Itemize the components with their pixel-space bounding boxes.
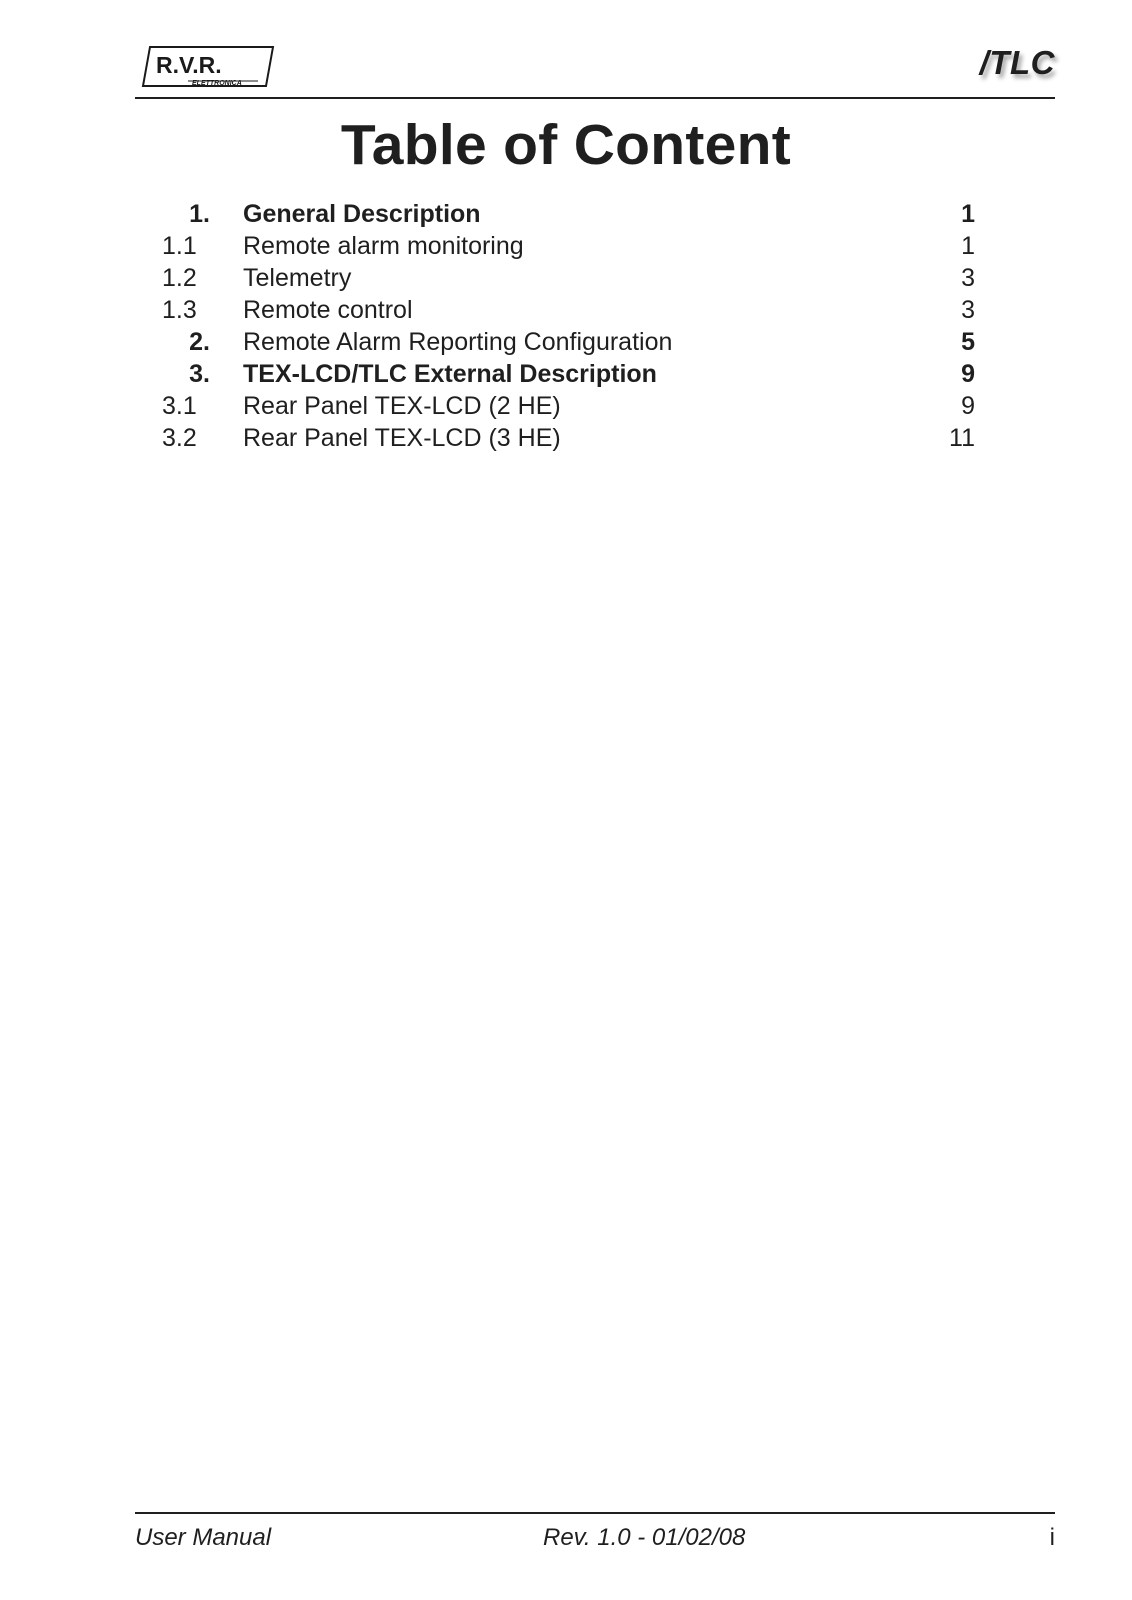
toc-entry[interactable]: [150, 422, 1000, 454]
toc-entry-page: 3: [961, 264, 975, 292]
toc-entry[interactable]: [150, 390, 1000, 422]
table-of-contents: [150, 198, 1000, 454]
toc-entry[interactable]: [150, 230, 1000, 262]
toc-entry-label: Remote Alarm Reporting Configuration: [243, 328, 673, 356]
toc-entry[interactable]: [150, 198, 1000, 230]
toc-entry[interactable]: [150, 262, 1000, 294]
page-footer: [135, 1524, 1055, 1556]
header-divider: [135, 97, 1055, 99]
toc-entry-page: 3: [961, 296, 975, 324]
toc-entry-number: 2.: [189, 328, 210, 356]
toc-entry-label: Telemetry: [243, 264, 352, 292]
page-title: Table of Content: [340, 113, 792, 177]
toc-entry[interactable]: [150, 358, 1000, 390]
toc-entry-number: 1.3: [162, 296, 197, 324]
toc-entry-label: Remote alarm monitoring: [243, 232, 524, 260]
toc-entry-page: 11: [949, 424, 975, 452]
toc-entry-label: Rear Panel TEX-LCD (3 HE): [243, 424, 561, 452]
toc-entry-number: 3.: [189, 360, 210, 388]
toc-entry-page: 1: [961, 200, 975, 228]
footer-page-number: i: [1049, 1524, 1055, 1551]
toc-entry-number: 1.2: [162, 264, 197, 292]
toc-entry[interactable]: [150, 294, 1000, 326]
toc-entry-number: 3.2: [162, 424, 197, 452]
page-header: [135, 40, 1055, 98]
toc-entry-page: 1: [961, 232, 975, 260]
logo-subtext: ELETTRONICA: [192, 80, 242, 87]
toc-entry-page: 9: [961, 360, 975, 388]
toc-entry-number: 1.: [189, 200, 210, 228]
toc-entry-number: 3.1: [162, 392, 197, 420]
toc-entry-label: Rear Panel TEX-LCD (2 HE): [243, 392, 561, 420]
toc-entry-number: 1.1: [162, 232, 197, 260]
rvr-logo: [140, 44, 280, 90]
toc-entry-page: 5: [961, 328, 975, 356]
logo-text: R.V.R.: [156, 52, 222, 78]
footer-revision: Rev. 1.0 - 01/02/08: [543, 1524, 746, 1551]
toc-entry-page: 9: [961, 392, 975, 420]
product-name: /TLC: [979, 44, 1055, 81]
toc-entry[interactable]: [150, 326, 1000, 358]
toc-entry-label: General Description: [243, 200, 481, 228]
footer-document-type: User Manual: [135, 1524, 272, 1551]
toc-entry-label: TEX-LCD/TLC External Description: [243, 360, 657, 388]
toc-entry-label: Remote control: [243, 296, 413, 324]
footer-divider: [135, 1512, 1055, 1514]
